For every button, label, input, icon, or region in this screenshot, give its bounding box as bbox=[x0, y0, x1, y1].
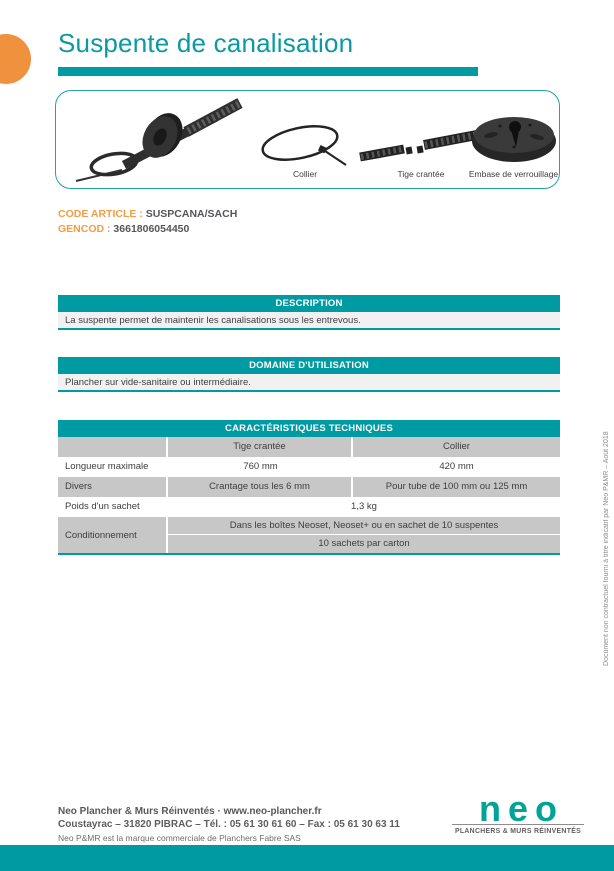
domaine-header: DOMAINE D'UTILISATION bbox=[58, 357, 560, 374]
table-column-header-row bbox=[58, 437, 560, 457]
row-tige-value: Crantage tous les 6 mm bbox=[168, 477, 353, 497]
table-row bbox=[58, 497, 560, 517]
product-images-box bbox=[55, 90, 560, 189]
table-row-conditionnement bbox=[58, 517, 560, 553]
orange-corner-circle bbox=[0, 34, 31, 84]
page-title: Suspente de canalisation bbox=[58, 28, 354, 58]
conditionnement-values bbox=[168, 517, 560, 553]
gencod-value: 3661806054450 bbox=[113, 223, 190, 235]
collier-label: Collier bbox=[292, 169, 318, 179]
caracteristiques-table bbox=[58, 420, 560, 555]
embase-label: Embase de verrouillage bbox=[468, 169, 559, 179]
title-underline bbox=[58, 67, 478, 76]
gencod-label: GENCOD : bbox=[58, 223, 111, 235]
domaine-text: Plancher sur vide-sanitaire ou intermédiaire. bbox=[58, 374, 560, 392]
table-row bbox=[58, 477, 560, 497]
neo-logo-subtext: PLANCHERS & MURS RÉINVENTÉS bbox=[454, 828, 582, 835]
row-label: Conditionnement bbox=[58, 517, 168, 553]
conditionnement-line-2: 10 sachets par carton bbox=[168, 535, 560, 553]
caracteristiques-header: CARACTÉRISTIQUES TECHNIQUES bbox=[58, 420, 560, 437]
tige-crantee-label: Tige crantée bbox=[397, 169, 445, 179]
suspente-assembled-image bbox=[64, 95, 264, 187]
table-row bbox=[58, 457, 560, 477]
row-collier-value: 420 mm bbox=[353, 457, 560, 477]
neo-logo bbox=[452, 788, 584, 835]
row-label: Poids d'un sachet bbox=[58, 497, 168, 517]
col-header-tige: Tige crantée bbox=[168, 437, 353, 457]
code-article-label: CODE ARTICLE : bbox=[58, 208, 143, 220]
row-span-value: 1,3 kg bbox=[168, 497, 560, 517]
code-article-line bbox=[58, 207, 237, 222]
row-label: Longueur maximale bbox=[58, 457, 168, 477]
neo-logo-text: neo bbox=[478, 788, 564, 829]
conditionnement-line-1: Dans les boîtes Neoset, Neoset+ ou en sachet de 10 suspentes bbox=[168, 517, 560, 535]
collier-image bbox=[256, 119, 352, 175]
description-text: La suspente permet de maintenir les canalisations sous les entrevous. bbox=[58, 312, 560, 330]
col-header-empty bbox=[58, 437, 168, 457]
code-article-value: SUSPCANA/SACH bbox=[145, 208, 238, 220]
row-label: Divers bbox=[58, 477, 168, 497]
row-tige-value: 760 mm bbox=[168, 457, 353, 477]
gencod-line bbox=[58, 222, 237, 237]
footer-legal-line: Neo P&MR est la marque commerciale de Planchers Fabre SAS bbox=[58, 833, 301, 843]
footer-teal-bar bbox=[0, 845, 614, 871]
embase-de-verrouillage-image bbox=[464, 109, 564, 167]
footer-address-line: Coustayrac – 31820 PIBRAC – Tél. : 05 61 30 61 60 – Fax : 05 61 30 63 11 bbox=[58, 819, 400, 830]
footer-company-line: Neo Plancher & Murs Réinventés · www.neo-plancher.fr bbox=[58, 806, 322, 817]
footer-contact-block bbox=[58, 805, 400, 844]
row-collier-value: Pour tube de 100 mm ou 125 mm bbox=[353, 477, 560, 497]
article-codes bbox=[58, 207, 237, 237]
col-header-collier: Collier bbox=[353, 437, 560, 457]
side-disclaimer-text: Document non contractuel fourni à titre indicatif par Neo P&MR – Août 2018 bbox=[603, 431, 610, 666]
description-header: DESCRIPTION bbox=[58, 295, 560, 312]
